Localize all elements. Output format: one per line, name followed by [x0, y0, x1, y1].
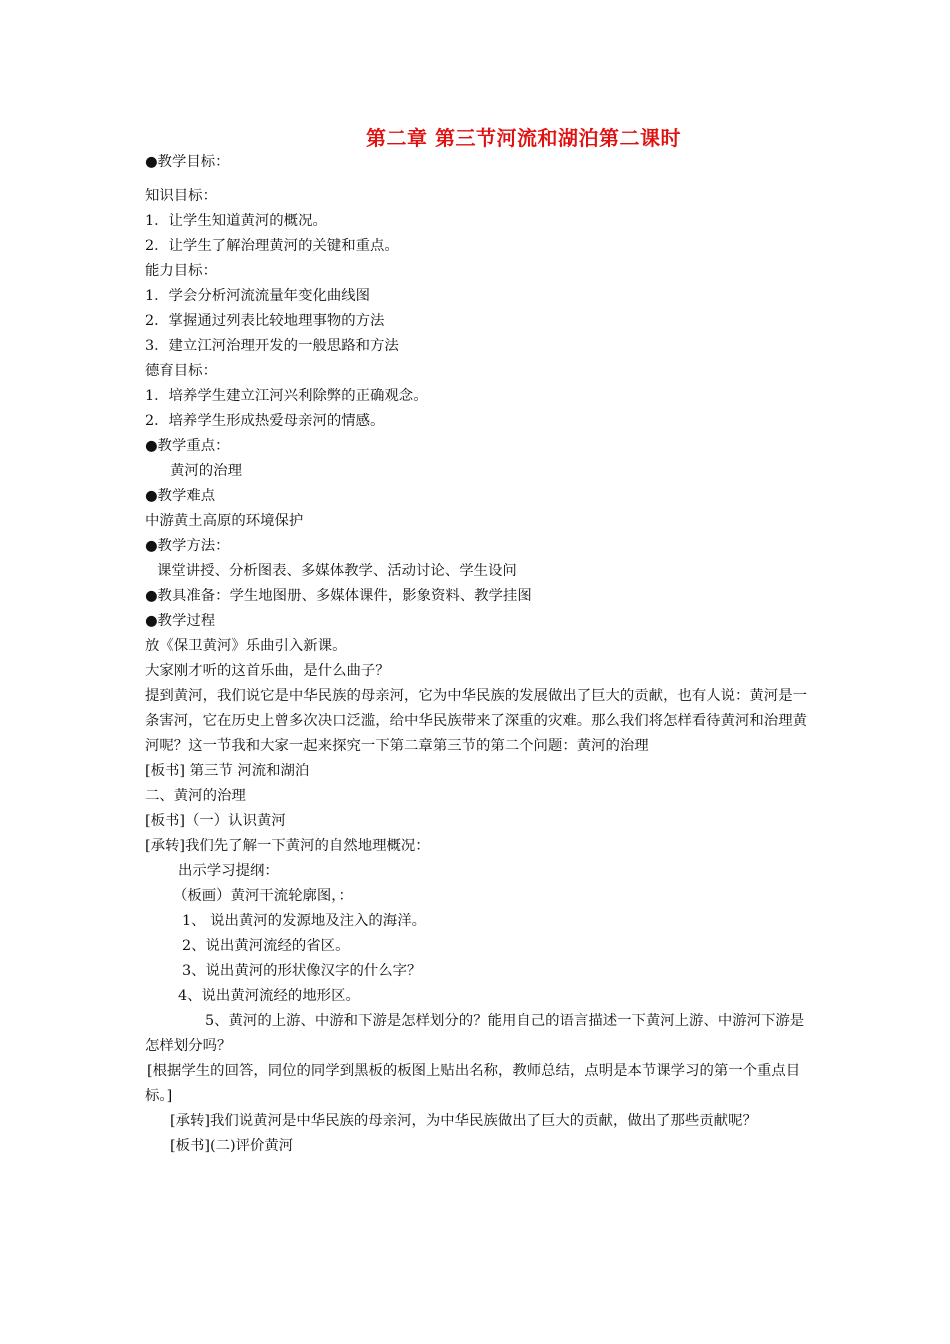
board-note: [板书] 第三节 河流和湖泊: [145, 763, 310, 779]
heading-key-point: ●教学重点：: [145, 438, 230, 454]
section-heading: 二、黄河的治理: [145, 788, 246, 804]
heading-objectives: ●教学目标：: [145, 154, 230, 170]
list-item: 2．掌握通过列表比较地理事物的方法: [145, 313, 385, 329]
subheading-ability: 能力目标：: [145, 263, 217, 279]
teacher-note: [根据学生的回答，同位的同学到黑板的板图上贴出名称，教师总结，点明是本节课学习的第一个重点目标。]: [145, 1063, 801, 1104]
heading-process: ●教学过程: [145, 613, 216, 629]
heading-methods: ●教学方法：: [145, 538, 230, 554]
list-item: 3．建立江河治理开发的一般思路和方法: [145, 338, 399, 354]
subheading-knowledge: 知识目标：: [145, 188, 217, 204]
outline-item: 4、说出黄河流经的地形区。: [178, 988, 360, 1004]
list-item: 2．培养学生形成热爱母亲河的情感。: [145, 413, 385, 429]
document-title: 第二章 第三节河流和湖泊第二课时: [366, 126, 681, 150]
list-item: 1．学会分析河流流量年变化曲线图: [145, 288, 371, 304]
transition-note: [承转]我们先了解一下黄河的自然地理概况：: [145, 838, 430, 854]
spacer: [145, 175, 807, 184]
heading-materials: ●教具准备：学生地图册、多媒体课件，影象资料、教学挂图: [145, 588, 532, 604]
board-note: [板书](二)评价黄河: [170, 1138, 294, 1154]
outline-item: 3、说出黄河的形状像汉字的什么字？: [182, 963, 422, 979]
subheading-moral: 德育目标：: [145, 363, 217, 379]
key-point-text: 黄河的治理: [170, 463, 242, 479]
outline-item: 5、黄河的上游、中游和下游是怎样划分的？能用自己的语言描述一下黄河上游、中游河下游是怎样划分吗？: [145, 1013, 805, 1054]
body-text: 大家刚才听的这首乐曲，是什么曲子？: [145, 663, 390, 679]
methods-text: 课堂讲授、分析图表、多媒体教学、活动讨论、学生设问: [157, 563, 517, 579]
body-text: （板画）黄河干流轮廓图，：: [173, 888, 353, 904]
heading-difficulty: ●教学难点: [145, 488, 216, 504]
outline-item: 1、 说出黄河的发源地及注入的海洋。: [182, 913, 426, 929]
board-note: [板书]（一）认识黄河: [145, 813, 286, 829]
transition-note: [承转]我们说黄河是中华民族的母亲河，为中华民族做出了巨大的贡献，做出了那些贡献呢？: [170, 1113, 757, 1129]
body-text: 出示学习提纲：: [178, 863, 279, 879]
body-paragraph: 提到黄河，我们说它是中华民族的母亲河，它为中华民族的发展做出了巨大的贡献，也有人说：黄河是一条害河，它在历史上曾多次决口泛滥，给中华民族带来了深重的灾难。那么我们将怎样看待黄河和治理黄河呢？这一节我和大家一起来探究一下第二章第三节的第二个问题：黄河的治理: [145, 688, 807, 754]
difficulty-text: 中游黄土高原的环境保护: [145, 513, 304, 529]
body-text: 放《保卫黄河》乐曲引入新课。: [145, 638, 347, 654]
document-body: [145, 150, 807, 1159]
list-item: 2．让学生了解治理黄河的关键和重点。: [145, 238, 399, 254]
outline-item: 2、说出黄河流经的省区。: [182, 938, 350, 954]
list-item: 1．培养学生建立江河兴利除弊的正确观念。: [145, 388, 428, 404]
list-item: 1．让学生知道黄河的概况。: [145, 213, 327, 229]
